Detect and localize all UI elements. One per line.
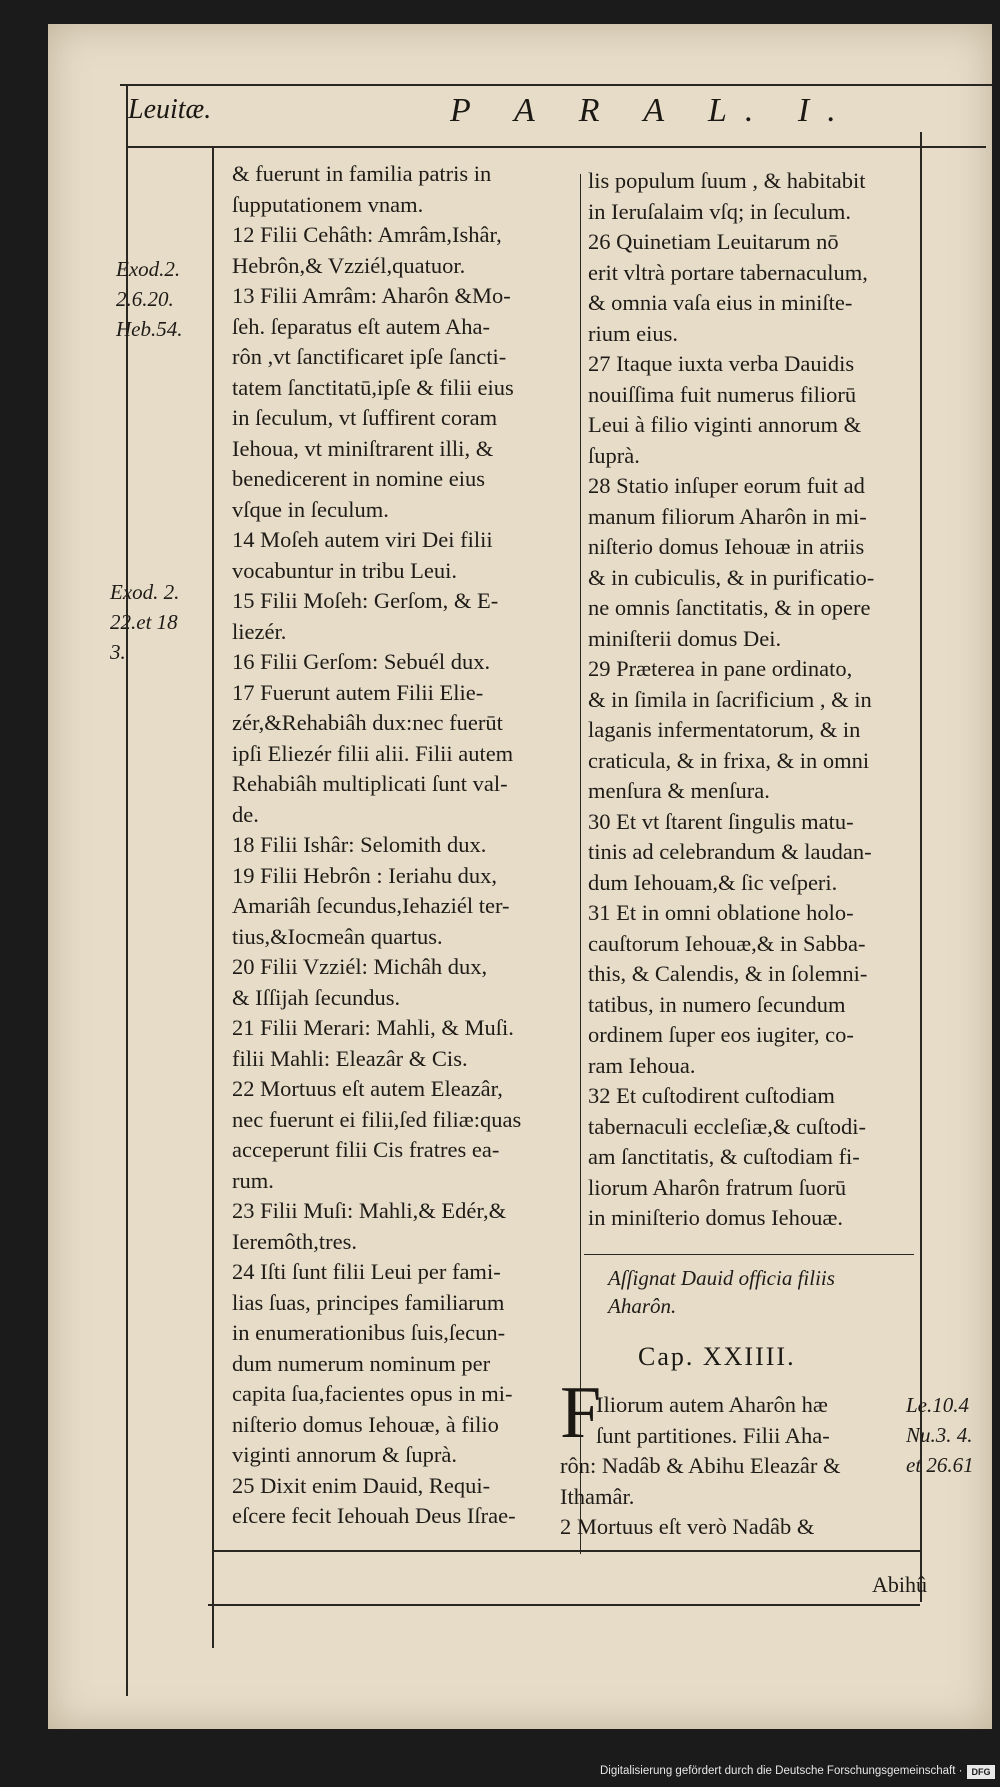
text-line: acceperunt filii Cis fratres ea- bbox=[232, 1137, 500, 1162]
text-line: niſterio domus Iehouæ, à filio bbox=[232, 1411, 499, 1437]
text-line: 22 Mortuus eſt autem Eleazâr, bbox=[232, 1076, 503, 1101]
text-line: Hebrôn,& Vzziél,quatuor. bbox=[232, 252, 466, 278]
text-line: 20 Filii Vzziél: Michâh dux, bbox=[232, 954, 488, 979]
text-line: in ſeculum, vt ſuffirent coram bbox=[232, 405, 498, 430]
text-line: Iliorum autem Aharôn hæ bbox=[596, 1392, 828, 1417]
text-line: zér,&Rehabiâh dux:nec fuerūt bbox=[232, 710, 503, 735]
text-line: rum. bbox=[232, 1167, 274, 1193]
text-line: 19 Filii Hebrôn : Ieriahu dux, bbox=[232, 862, 497, 888]
summary-line: Aſſignat Dauid officia filiis bbox=[608, 1266, 835, 1290]
text-line: & fuerunt in familia patris in bbox=[232, 161, 492, 186]
text-line: erit vltrà portare tabernaculum, bbox=[588, 259, 868, 285]
text-line: Rehabiâh multiplicati ſunt val- bbox=[232, 771, 508, 796]
text-line: ne omnis ſanctitatis, & in opere bbox=[588, 595, 871, 620]
text-line: cauſtorum Iehouæ,& in Sabba- bbox=[588, 930, 866, 956]
text-line: Iehoua, vt miniſtrarent illi, & bbox=[232, 435, 494, 461]
digitization-credit: Digitalisierung gefördert durch die Deutsche Forschungsgemeinschaft · bbox=[600, 1765, 963, 1777]
text-line: rium eius. bbox=[588, 320, 678, 346]
text-line: 27 Itaque iuxta verba Dauidis bbox=[588, 351, 855, 376]
text-line: & in cubiculis, & in purificatio- bbox=[588, 564, 875, 590]
chapter-summary bbox=[608, 1264, 978, 1320]
text-line: 29 Præterea in pane ordinato, bbox=[588, 656, 853, 681]
text-line: 31 Et in omni oblatione holo- bbox=[588, 900, 854, 925]
left-text-column bbox=[232, 159, 620, 1532]
bottom-rule bbox=[214, 1550, 920, 1552]
page-title: P A R A L. I. bbox=[450, 92, 854, 129]
text-line: 18 Filii Ishâr: Selomith dux. bbox=[232, 832, 487, 857]
text-line: benedicerent in nomine eius bbox=[232, 466, 486, 491]
text-line: nec fuerunt ei filii,ſed filiæ:quas bbox=[232, 1106, 522, 1132]
text-line: dum Iehouam,& ſic veſperi. bbox=[588, 869, 838, 895]
footer-rule bbox=[208, 1604, 920, 1606]
text-line: 14 Moſeh autem viri Dei filii bbox=[232, 527, 493, 552]
text-line: dum numerum nominum per bbox=[232, 1350, 491, 1376]
text-line: 13 Filii Amrâm: Aharôn &Mo- bbox=[232, 283, 511, 308]
text-line: ram Iehoua. bbox=[588, 1052, 696, 1078]
text-line: laganis infermentatorum, & in bbox=[588, 717, 861, 742]
summary-rule bbox=[584, 1254, 914, 1255]
text-line: ipſi Eliezér filii alii. Filii autem bbox=[232, 740, 514, 766]
summary-line: Aharôn. bbox=[608, 1294, 677, 1318]
text-line: Ieremôth,tres. bbox=[232, 1228, 357, 1254]
text-line: 25 Dixit enim Dauid, Requi- bbox=[232, 1472, 491, 1498]
right-text-column bbox=[588, 166, 978, 1234]
text-line: tabernaculi eccleſiæ,& cuſtodi- bbox=[588, 1113, 867, 1139]
text-line: in Ieruſalaim vſq; in ſeculum. bbox=[588, 198, 852, 224]
text-line: filii Mahli: Eleazâr & Cis. bbox=[232, 1045, 468, 1071]
text-line: tinis ad celebrandum & laudan- bbox=[588, 839, 872, 864]
text-line: 30 Et vt ſtarent ſingulis matu- bbox=[588, 808, 854, 834]
dfg-logo: DFG bbox=[967, 1765, 995, 1779]
text-line: rôn ,vt ſanctificaret ipſe ſancti- bbox=[232, 344, 507, 369]
margin-note-exodus-1: Exod.2. 2.6.20. Heb.54. bbox=[116, 257, 183, 341]
header-rule bbox=[126, 146, 986, 148]
text-line: lias ſuas, principes familiarum bbox=[232, 1289, 505, 1315]
text-line: & in ſimila in ſacrificium , & in bbox=[588, 686, 872, 712]
text-line: 32 Et cuſtodirent cuſtodiam bbox=[588, 1083, 835, 1108]
text-line: tatibus, in numero ſecundum bbox=[588, 991, 846, 1017]
running-head: Leuitæ. bbox=[128, 94, 212, 125]
text-line: Ithamâr. bbox=[560, 1483, 635, 1509]
text-line: ſunt partitiones. Filii Aha- bbox=[596, 1422, 830, 1448]
text-line: this, & Calendis, & in ſolemni- bbox=[588, 961, 868, 986]
text-line: capita ſua,facientes opus in mi- bbox=[232, 1381, 513, 1406]
top-rule bbox=[120, 84, 992, 86]
drop-cap: F bbox=[560, 1372, 602, 1454]
text-line: 16 Filii Gerſom: Sebuél dux. bbox=[232, 649, 491, 674]
text-line: nouiſſima fuit numerus filiorū bbox=[588, 381, 857, 407]
text-line: tius,&Iocmeân quartus. bbox=[232, 923, 443, 949]
text-line: & Iſſijah ſecundus. bbox=[232, 984, 401, 1010]
text-line: 24 Iſti ſunt filii Leui per fami- bbox=[232, 1259, 501, 1284]
text-line: in enumerationibus ſuis,ſecun- bbox=[232, 1320, 506, 1345]
text-line: ſupputationem vnam. bbox=[232, 191, 424, 217]
text-line: viginti annorum & ſuprà. bbox=[232, 1442, 457, 1467]
text-line: 15 Filii Moſeh: Gerſom, & E- bbox=[232, 588, 499, 613]
text-line: lis populum ſuum , & habitabit bbox=[588, 168, 866, 193]
text-line: am ſanctitatis, & cuſtodiam fi- bbox=[588, 1144, 860, 1169]
catchword: Abihû bbox=[872, 1572, 927, 1597]
text-line: menſura & menſura. bbox=[588, 778, 770, 803]
text-line: 12 Filii Cehâth: Amrâm,Ishâr, bbox=[232, 222, 502, 247]
text-line: de. bbox=[232, 801, 259, 827]
text-line: ordinem ſuper eos iugiter, co- bbox=[588, 1022, 854, 1047]
margin-note-leviticus: Le.10.4 Nu.3. 4. et 26.61 bbox=[906, 1393, 974, 1477]
text-line: ſeh. ſeparatus eſt autem Aha- bbox=[232, 313, 491, 339]
chapter-body bbox=[560, 1390, 936, 1543]
text-line: vſque in ſeculum. bbox=[232, 496, 389, 522]
book-page bbox=[48, 24, 992, 1729]
text-line: 28 Statio inſuper eorum fuit ad bbox=[588, 473, 865, 498]
chapter-heading: Cap. XXIIII. bbox=[638, 1342, 796, 1371]
text-line: 17 Fuerunt autem Filii Elie- bbox=[232, 679, 484, 705]
left-inner-rule bbox=[212, 148, 214, 1648]
text-line: liorum Aharôn fratrum ſuorū bbox=[588, 1174, 847, 1200]
text-line: tatem ſanctitatū,ipſe & filii eius bbox=[232, 374, 514, 400]
text-line: 21 Filii Merari: Mahli, & Muſi. bbox=[232, 1015, 514, 1040]
margin-note-exodus-2: Exod. 2. 22.et 18 3. bbox=[110, 580, 180, 664]
text-line: Amariâh ſecundus,Iehaziél ter- bbox=[232, 893, 510, 918]
text-line: Leui à filio viginti annorum & bbox=[588, 412, 862, 437]
text-line: vocabuntur in tribu Leui. bbox=[232, 557, 457, 583]
text-line: miniſterii domus Dei. bbox=[588, 625, 782, 651]
text-line: rôn: Nadâb & Abihu Eleazâr & bbox=[560, 1453, 841, 1478]
text-line: eſcere fecit Iehouah Deus Iſrae- bbox=[232, 1503, 516, 1528]
text-line: niſterio domus Iehouæ in atriis bbox=[588, 534, 865, 559]
text-line: 26 Quinetiam Leuitarum nō bbox=[588, 229, 839, 254]
text-line: manum filiorum Aharôn in mi- bbox=[588, 503, 867, 529]
text-line: & omnia vaſa eius in miniſte- bbox=[588, 290, 853, 315]
text-line: 2 Mortuus eſt verò Nadâb & bbox=[560, 1514, 815, 1539]
text-line: in miniſterio domus Iehouæ. bbox=[588, 1205, 843, 1230]
text-line: liezér. bbox=[232, 618, 287, 644]
text-line: 23 Filii Muſi: Mahli,& Edér,& bbox=[232, 1198, 507, 1223]
text-line: ſuprà. bbox=[588, 442, 640, 468]
text-line: craticula, & in frixa, & in omni bbox=[588, 747, 870, 773]
